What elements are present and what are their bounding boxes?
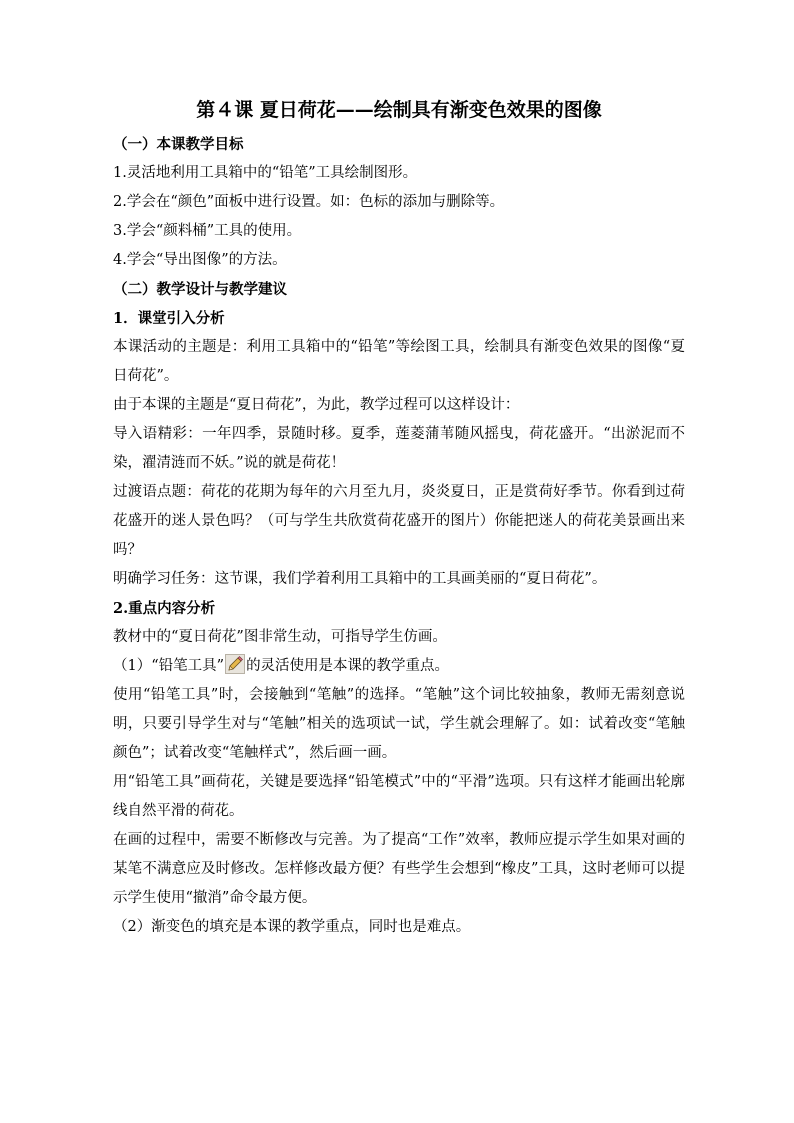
goal-item: 3.学会“颜料桶”工具的使用。 bbox=[113, 223, 302, 239]
goal-item: 2.学会在“颜色”面板中进行设置。如：色标的添加与删除等。 bbox=[113, 194, 505, 210]
section-heading-goals: （一）本课教学目标 bbox=[113, 136, 244, 153]
pencil-tool-text: 的灵活使用是本课的教学重点。 bbox=[246, 658, 450, 674]
pencil-icon bbox=[225, 654, 245, 674]
document-body bbox=[113, 92, 685, 942]
paragraph: 明确学习任务：这节课，我们学着利用工具箱中的工具画美丽的“夏日荷花”。 bbox=[113, 571, 607, 587]
lesson-title: 第４课 夏日荷花——绘制具有渐变色效果的图像 bbox=[196, 99, 602, 121]
paragraph-pencil-tool bbox=[113, 652, 685, 681]
paragraph: 由于本课的主题是“夏日荷花”，为此，教学过程可以这样设计： bbox=[113, 397, 520, 413]
paragraph: 本课活动的主题是：利用工具箱中的“铅笔”等绘图工具，绘制具有渐变色效果的图像“夏日荷花”。 bbox=[113, 339, 685, 384]
paragraph: 导入语精彩：一年四季，景随时移。夏季，莲菱蒲苇随风摇曳，荷花盛开。“出淤泥而不染，濯清涟而不妖。”说的就是荷花！ bbox=[113, 426, 685, 471]
paragraph: 用“铅笔工具”画荷花，关键是要选择“铅笔模式”中的“平滑”选项。只有这样才能画出轮廓线自然平滑的荷花。 bbox=[113, 774, 685, 819]
section-heading-design: （二）教学设计与教学建议 bbox=[113, 281, 287, 298]
paragraph: 过渡语点题：荷花的花期为每年的六月至九月，炎炎夏日，正是赏荷好季节。你看到过荷花盛开的迷人景色吗？（可与学生共欣赏荷花盛开的图片）你能把迷人的荷花美景画出来吗？ bbox=[113, 484, 685, 558]
paragraph: 使用“铅笔工具”时，会接触到“笔触”的选择。“笔触”这个词比较抽象，教师无需刻意说明，只要引导学生对与“笔触”相关的选项试一试，学生就会理解了。如：试着改变“笔触颜色”；试着改变“笔触样式”，然后画一画。 bbox=[113, 687, 685, 761]
pencil-tool-label: （1）“铅笔工具” bbox=[113, 658, 225, 674]
paragraph: （2）渐变色的填充是本课的教学重点，同时也是难点。 bbox=[113, 919, 471, 935]
subheading-key-content: 2.重点内容分析 bbox=[113, 600, 216, 617]
paragraph: 在画的过程中，需要不断修改与完善。为了提高“工作”效率，教师应提示学生如果对画的某笔不满意应及时修改。怎样修改最方便？有些学生会想到“橡皮”工具，这时老师可以提示学生使用“撤消”命令最方便。 bbox=[113, 832, 685, 906]
goal-item: 1.灵活地利用工具箱中的“铅笔”工具绘制图形。 bbox=[113, 165, 418, 181]
subheading-intro: 1．课堂引入分析 bbox=[113, 310, 225, 327]
paragraph: 教材中的“夏日荷花”图非常生动，可指导学生仿画。 bbox=[113, 629, 447, 645]
goal-item: 4.学会“导出图像”的方法。 bbox=[113, 252, 287, 268]
